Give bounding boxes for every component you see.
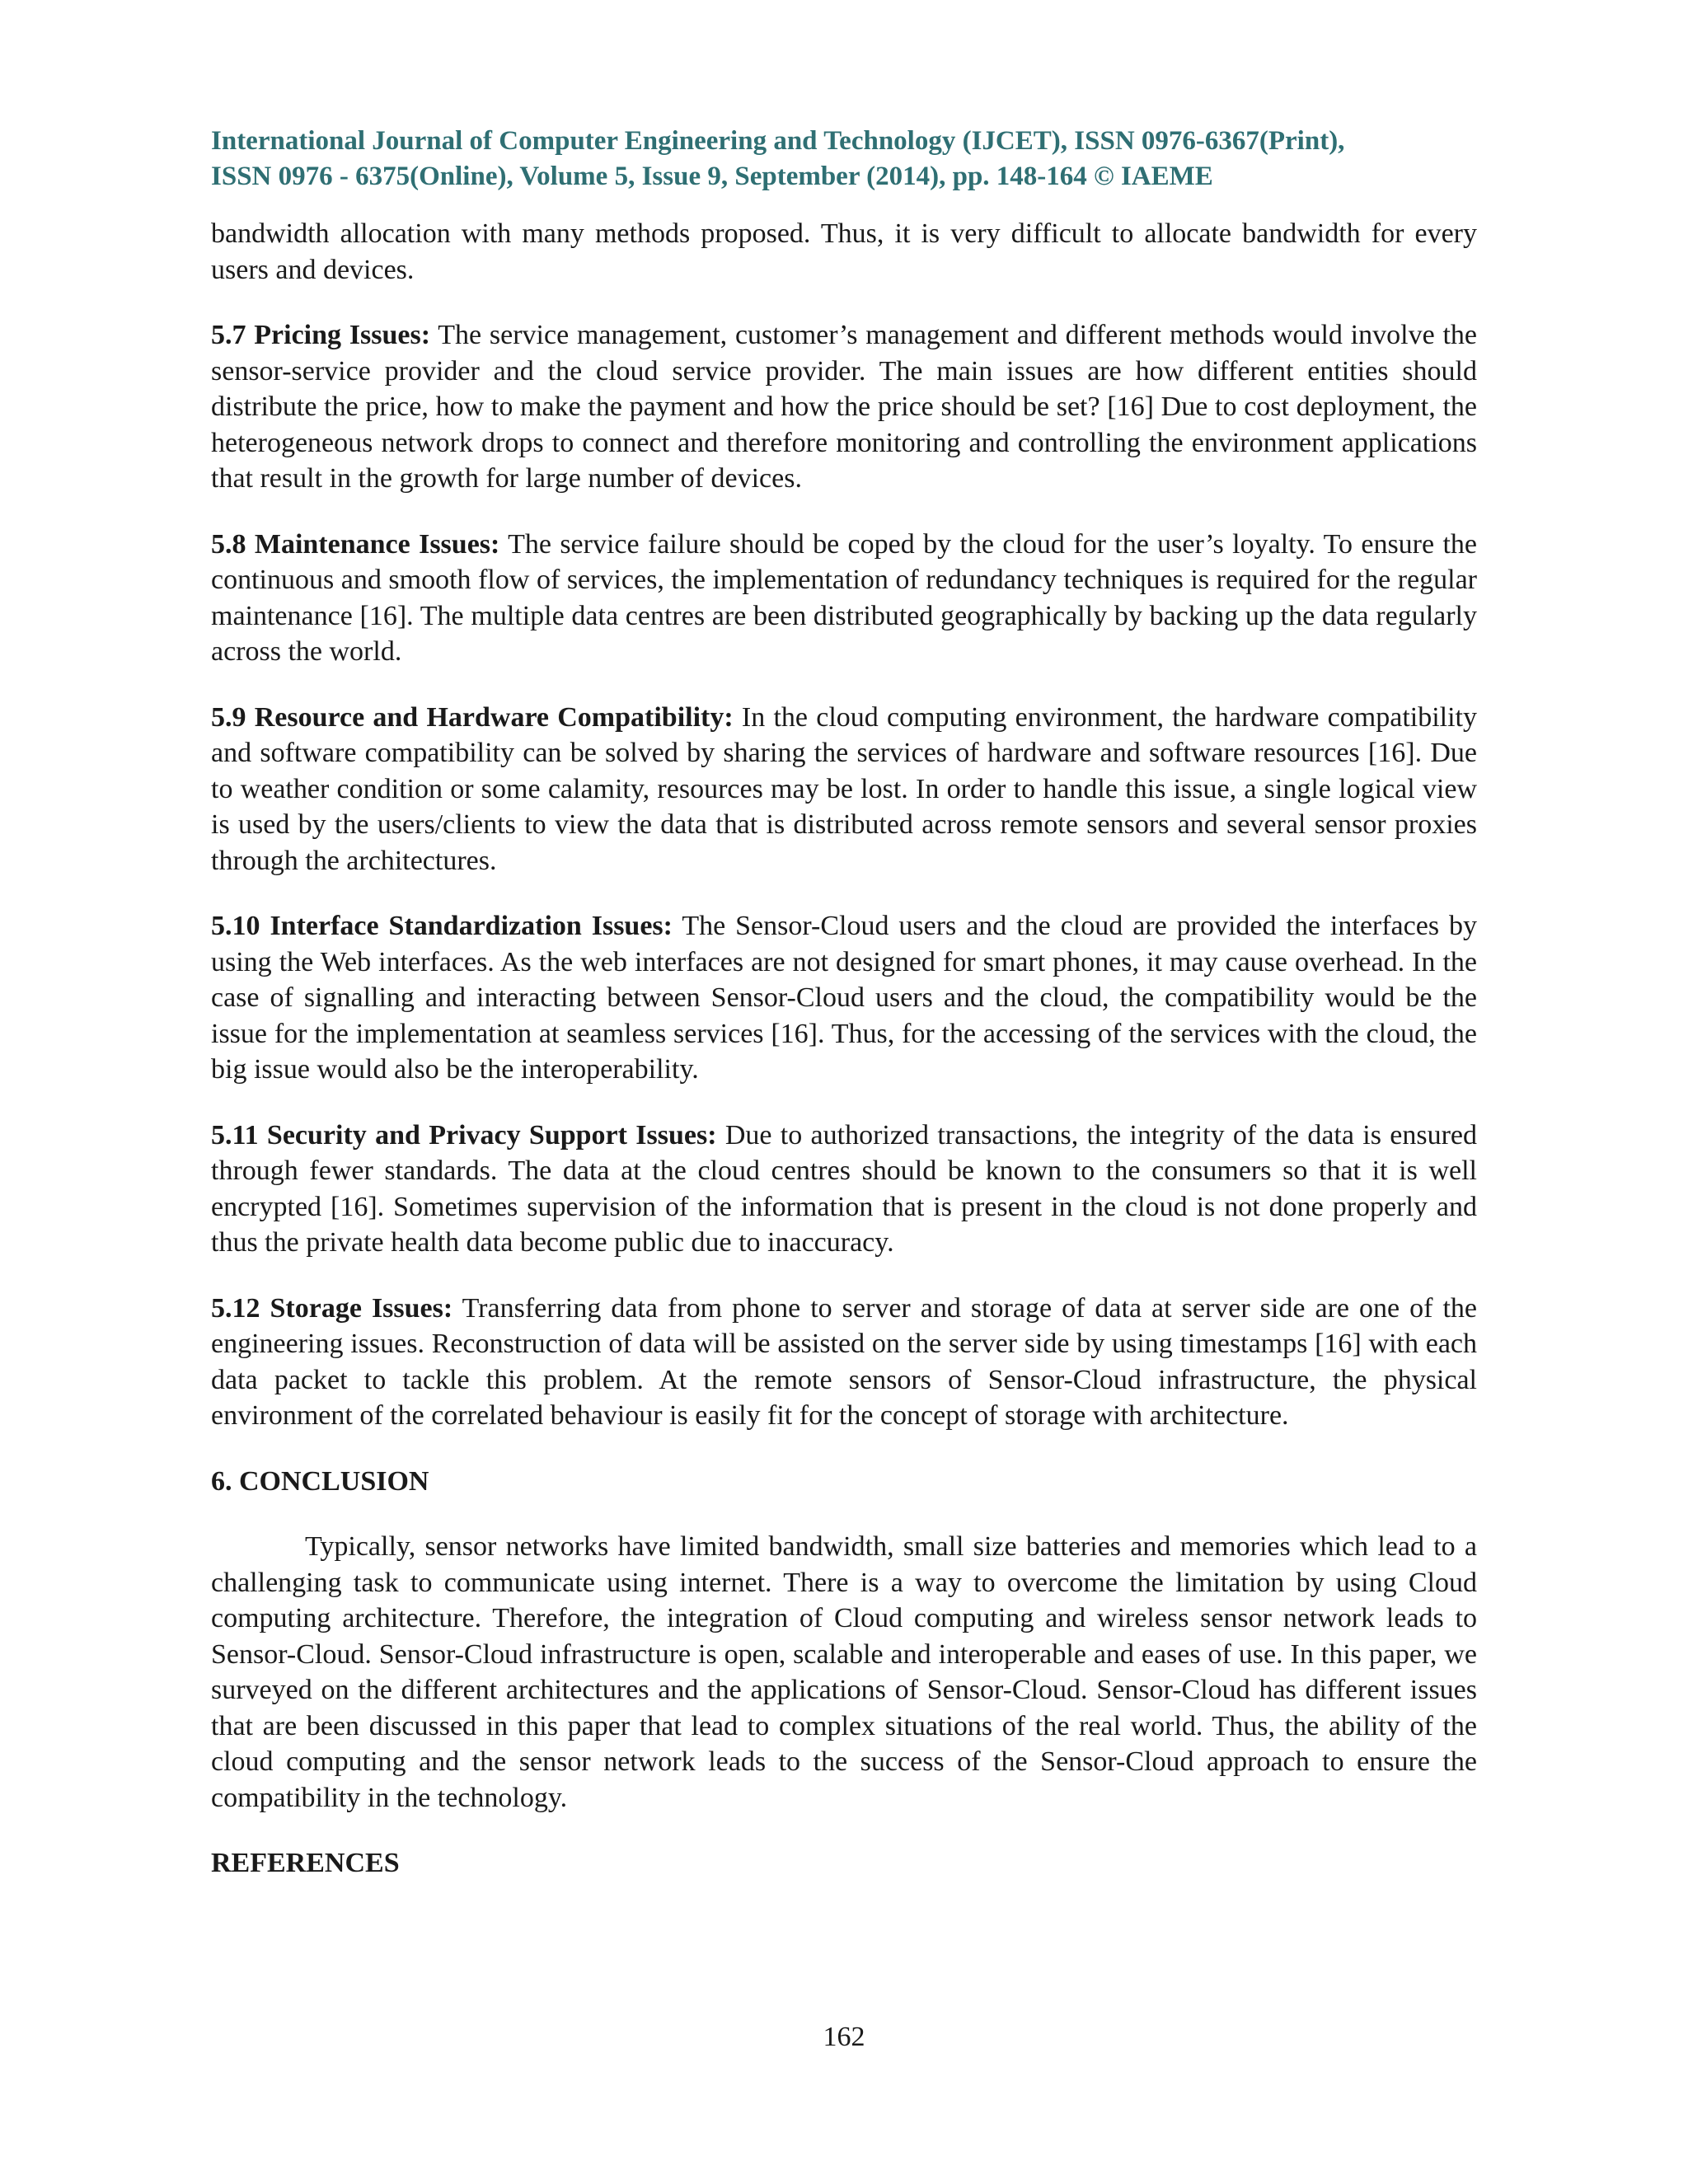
section-security-privacy xyxy=(211,1118,1477,1261)
journal-header xyxy=(211,124,1477,194)
section-heading: 5.8 Maintenance Issues: xyxy=(211,528,500,560)
journal-header-line-1: International Journal of Computer Engineering and Technology (IJCET), ISSN 0976-6367(Print), xyxy=(211,126,1345,156)
intro-paragraph: bandwidth allocation with many methods proposed. Thus, it is very difficult to allocate bandwidth for every users and devices. xyxy=(211,218,1477,285)
section-text: The service failure should be coped by the cloud for the user’s loyalty. To ensure the continuous and smooth flow of services, the implementation of redundancy techniques is required for the regular maintenance [16]. The multiple data centres are been distributed geographically by backing up the data regularly across the world. xyxy=(211,528,1477,667)
section-pricing-issues xyxy=(211,317,1477,497)
section-heading: 5.9 Resource and Hardware Compatibility: xyxy=(211,701,734,733)
section-text: Transferring data from phone to server and storage of data at server side are one of the engineering issues. Reconstruction of data will be assisted on the server side by using timestamps [16] with each data packet to tackle this problem. At the remote sensors of Sensor-Cloud infrastructure, the physical environment of the correlated behaviour is easily fit for the concept of storage with architecture. xyxy=(211,1292,1477,1431)
page-content xyxy=(211,124,1477,1882)
section-text: In the cloud computing environment, the hardware compatibility and software compatibility can be solved by sharing the services of hardware and software resources [16]. Due to weather condition or some calamity, resources may be lost. In order to handle this issue, a single logical view is used by the users/clients to view the data that is distributed across remote sensors and several sensor proxies through the architectures. xyxy=(211,701,1477,876)
section-heading: 5.7 Pricing Issues: xyxy=(211,320,431,350)
journal-header-line-2: ISSN 0976 - 6375(Online), Volume 5, Issue 9, September (2014), pp. 148-164 © IAEME xyxy=(211,162,1213,191)
section-interface-standardization xyxy=(211,908,1477,1088)
section-storage-issues xyxy=(211,1291,1477,1434)
section-heading: 5.12 Storage Issues: xyxy=(211,1292,453,1324)
conclusion-paragraph: Typically, sensor networks have limited bandwidth, small size batteries and memories which lead to a challenging task to communicate using internet. There is a way to overcome the limitation by using Cloud computing architecture. Therefore, the integration of Cloud computing and wireless sensor network leads to Sensor-Cloud. Sensor-Cloud infrastructure is open, scalable and interoperable and eases of use. In this paper, we surveyed on the different architectures and the applications of Sensor-Cloud. Sensor-Cloud has different issues that are been discussed in this paper that lead to complex situations of the real world. Thus, the ability of the cloud computing and the sensor network leads to the success of the Sensor-Cloud approach to ensure the compatibility in the technology. xyxy=(211,1531,1477,1813)
section-heading: 5.10 Interface Standardization Issues: xyxy=(211,911,673,941)
references-heading: REFERENCES xyxy=(211,1848,400,1878)
conclusion-heading: 6. CONCLUSION xyxy=(211,1465,429,1497)
section-text: The Sensor-Cloud users and the cloud are provided the interfaces by using the Web interfaces. As the web interfaces are not designed for smart phones, it may cause overhead. In the case of signalling and interacting between Sensor-Cloud users and the cloud, the compatibility would be the issue for the implementation at seamless services [16]. Thus, for the accessing of the services with the cloud, the big issue would also be the interoperability. xyxy=(211,911,1477,1085)
section-resource-hardware-compatibility xyxy=(211,700,1477,879)
section-maintenance-issues xyxy=(211,527,1477,670)
section-text: Due to authorized transactions, the integrity of the data is ensured through fewer standards. The data at the cloud centres should be known to the consumers so that it is well encrypted [16]. Sometimes supervision of the information that is present in the cloud is not done properly and thus the private health data become public due to inaccuracy. xyxy=(211,1119,1477,1258)
section-heading: 5.11 Security and Privacy Support Issues: xyxy=(211,1119,717,1151)
section-text: The service management, customer’s management and different methods would involve the sensor-service provider and the cloud service provider. The main issues are how different entities should distribute the price, how to make the payment and how the price should be set? [16] Due to cost deployment, the heterogeneous network drops to connect and therefore monitoring and controlling the environment applications that result in the growth for large number of devices. xyxy=(211,320,1477,494)
page-number: 162 xyxy=(823,2022,865,2052)
